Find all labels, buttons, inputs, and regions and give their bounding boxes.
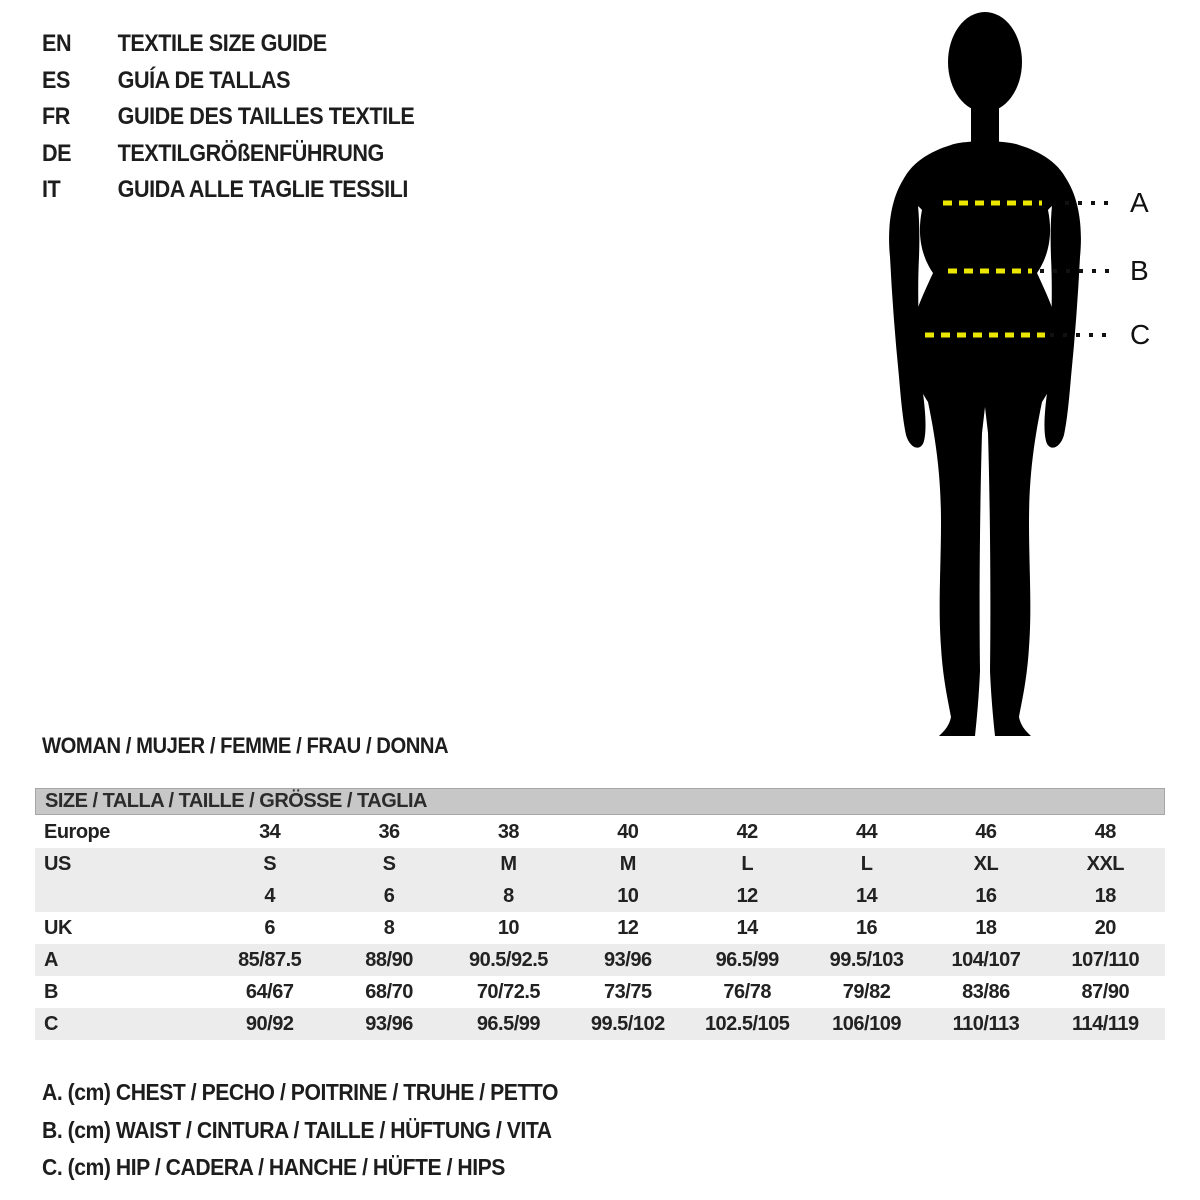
language-row bbox=[42, 26, 414, 63]
language-code: EN bbox=[42, 30, 72, 58]
language-row bbox=[42, 172, 414, 209]
legend-waist: B. (cm) WAIST / CINTURA / TAILLE / HÜFTUNG / VITA bbox=[42, 1116, 552, 1143]
section-title: WOMAN / MUJER / FEMME / FRAU / DONNA bbox=[42, 733, 449, 758]
row-label: B bbox=[44, 980, 58, 1003]
marker-b-label: B bbox=[1130, 255, 1149, 286]
row-label: A bbox=[44, 948, 58, 971]
woman-silhouette-figure bbox=[875, 5, 1175, 745]
marker-c-label: C bbox=[1130, 319, 1151, 350]
table-row-us-letter: US S S M M L L XL XXL bbox=[35, 848, 1165, 880]
language-list bbox=[42, 26, 414, 209]
language-code: FR bbox=[42, 103, 70, 131]
language-code: DE bbox=[42, 139, 72, 167]
table-row-europe: Europe 34 36 38 40 42 44 46 48 bbox=[35, 816, 1165, 848]
table-row-us-number: 4 6 8 10 12 14 16 18 bbox=[35, 880, 1165, 912]
legend-chest: A. (cm) CHEST / PECHO / POITRINE / TRUHE / PETTO bbox=[42, 1079, 559, 1105]
language-label: TEXTILE SIZE GUIDE bbox=[117, 30, 327, 58]
row-label: US bbox=[44, 852, 71, 875]
table-row-waist: B 64/67 68/70 70/72.5 73/75 76/78 79/82 83/86 87/90 bbox=[35, 976, 1165, 1008]
language-code: IT bbox=[42, 176, 61, 204]
language-code: ES bbox=[42, 66, 70, 94]
size-table-header: SIZE / TALLA / TAILLE / GRÖSSE / TAGLIA bbox=[35, 788, 1165, 815]
row-label: C bbox=[44, 1012, 58, 1035]
table-row-chest: A 85/87.5 88/90 90.5/92.5 93/96 96.5/99 99.5/103 104/107 107/110 bbox=[35, 944, 1165, 976]
language-label: GUÍA DE TALLAS bbox=[117, 66, 291, 94]
woman-silhouette bbox=[889, 12, 1081, 736]
row-label: UK bbox=[44, 916, 72, 939]
language-label: GUIDA ALLE TAGLIE TESSILI bbox=[117, 176, 408, 204]
language-row bbox=[42, 136, 414, 173]
measurement-legend bbox=[42, 1074, 558, 1187]
size-table-section bbox=[35, 788, 1165, 1040]
row-label: Europe bbox=[44, 820, 110, 843]
size-table bbox=[35, 816, 1165, 1040]
language-label: TEXTILGRÖßENFÜHRUNG bbox=[117, 139, 384, 167]
legend-hip: C. (cm) HIP / CADERA / HANCHE / HÜFTE / HIPS bbox=[42, 1154, 505, 1180]
table-row-uk: UK 6 8 10 12 14 16 18 20 bbox=[35, 912, 1165, 944]
language-label: GUIDE DES TAILLES TEXTILE bbox=[117, 103, 415, 131]
table-row-hip: C 90/92 93/96 96.5/99 99.5/102 102.5/105 106/109 110/113 114/119 bbox=[35, 1008, 1165, 1040]
marker-a-label: A bbox=[1130, 187, 1149, 218]
language-row bbox=[42, 63, 414, 100]
row-label bbox=[35, 880, 210, 912]
language-row bbox=[42, 99, 414, 136]
